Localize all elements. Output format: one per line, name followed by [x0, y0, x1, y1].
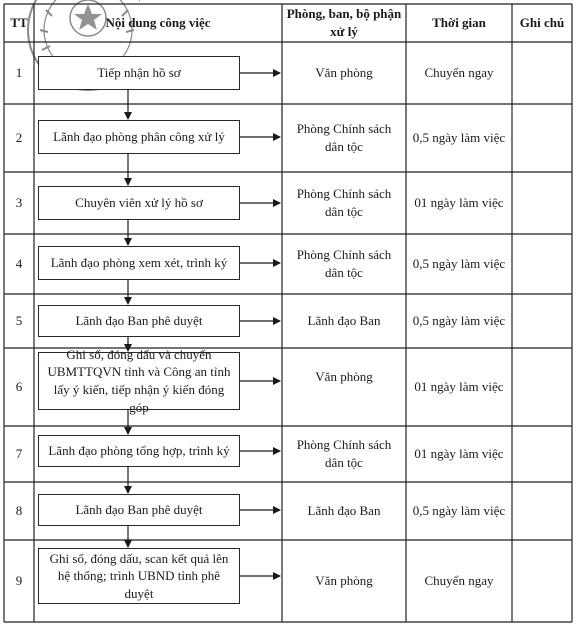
table-row-8-tt: 8 [15, 503, 23, 519]
table-row-2-time: 0,5 ngày làm việc [412, 130, 506, 146]
step-box-7: Lãnh đạo phòng tổng hợp, trình ký [38, 435, 240, 467]
table-row-8-time: 0,5 ngày làm việc [412, 503, 506, 519]
table-row-6-time: 01 ngày làm việc [414, 379, 504, 395]
table-row-1-time: Chuyển ngay [424, 65, 494, 81]
table-row-6-dept: Văn phòng [315, 369, 373, 385]
table-row-4-dept: Phòng Chính sách dân tộc [296, 247, 392, 280]
step-box-1: Tiếp nhận hồ sơ [38, 56, 240, 90]
step-box-9: Ghi số, đóng dấu, scan kết quả lên hệ thống; trình UBND tỉnh phê duyệt [38, 548, 240, 604]
table-row-3-dept: Phòng Chính sách dân tộc [296, 186, 392, 219]
table-row-7-time: 01 ngày làm việc [414, 446, 504, 462]
table-row-2-dept: Phòng Chính sách dân tộc [296, 121, 392, 154]
table-row-6-tt: 6 [15, 379, 23, 395]
table-row-9-tt: 9 [15, 573, 23, 589]
table-row-4-time: 0,5 ngày làm việc [412, 256, 506, 272]
step-box-4: Lãnh đạo phòng xem xét, trình ký [38, 246, 240, 280]
table-row-7-dept: Phòng Chính sách dân tộc [296, 437, 392, 470]
header-content: Nội dung công việc [105, 15, 211, 31]
header-time: Thời gian [432, 15, 486, 31]
step-box-6: Ghi số, đóng dấu và chuyển UBMTTQVN tỉnh và Công an tỉnh lấy ý kiến, tiếp nhận ý kiến đóng góp [38, 352, 240, 410]
step-box-3: Chuyên viên xử lý hồ sơ [38, 186, 240, 220]
table-row-9-dept: Văn phòng [315, 573, 373, 589]
table-row-7-tt: 7 [15, 446, 23, 462]
table-row-1-tt: 1 [15, 65, 23, 81]
table-row-4-tt: 4 [15, 256, 23, 272]
table-row-5-time: 0,5 ngày làm việc [412, 313, 506, 329]
table-row-5-dept: Lãnh đạo Ban [307, 313, 381, 329]
step-box-8: Lãnh đạo Ban phê duyệt [38, 494, 240, 526]
step-box-2: Lãnh đạo phòng phân công xử lý [38, 120, 240, 154]
header-tt: TT [10, 15, 28, 31]
table-row-2-tt: 2 [15, 130, 23, 146]
table-row-9-time: Chuyển ngay [424, 573, 494, 589]
table-row-3-tt: 3 [15, 195, 23, 211]
step-box-5: Lãnh đạo Ban phê duyệt [38, 305, 240, 337]
table-row-5-tt: 5 [15, 313, 23, 329]
header-dept: Phòng, ban, bộ phận xử lý [286, 6, 402, 39]
table-row-1-dept: Văn phòng [315, 65, 373, 81]
table-row-3-time: 01 ngày làm việc [414, 195, 504, 211]
header-note: Ghi chú [519, 15, 565, 31]
table-row-8-dept: Lãnh đạo Ban [307, 503, 381, 519]
